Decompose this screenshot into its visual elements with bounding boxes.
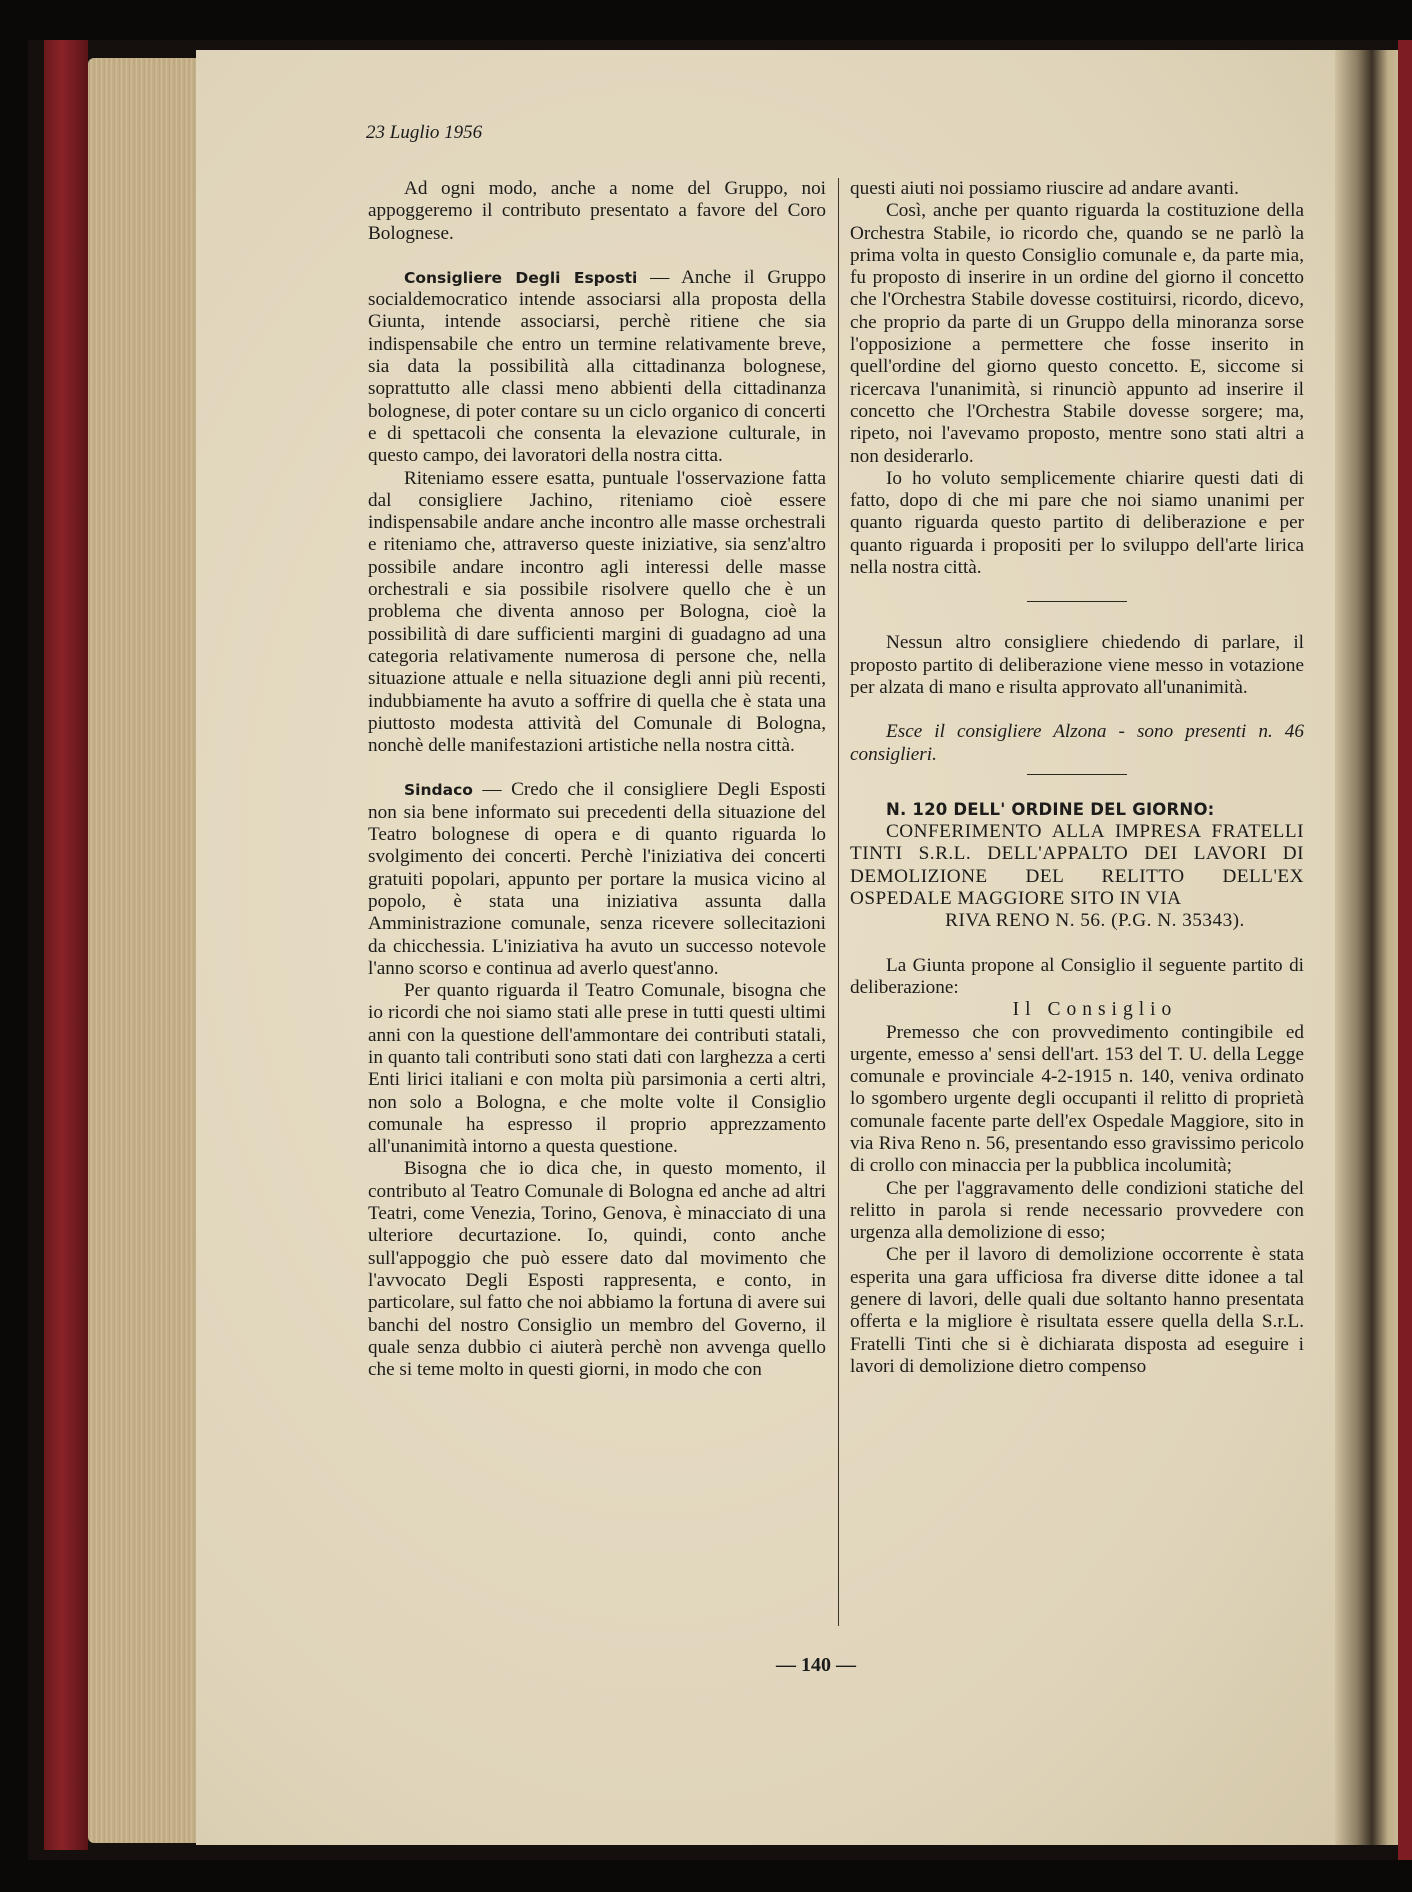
page-header-date: 23 Luglio 1956: [366, 122, 483, 143]
page-number: — 140 —: [776, 1654, 856, 1676]
deliberation-title: [850, 821, 1304, 932]
consiglio-heading: Il Consiglio: [1012, 999, 1178, 1021]
book-cover-right: [1398, 40, 1412, 1860]
paragraph: Riteniamo essere esatta, puntuale l'osservazione fatta dal consigliere Jachino, riteniamo cioè essere indispensabile andare anche incontro alle masse orchestrali e riteniamo che, attraverso queste iniziative, sia senz'altro possibile andare incontro agli interessi delle masse orchestrali e sia possibile risolvere quello che è un problema che diventa annoso per Bologna, cioè la possibilità di dare sufficienti margini di guadagno ad una categoria relativamente numerosa di persone che, nella situazione attuale e nella situazione degli anni più recenti, indubbiamente ha avuto a soffrire di quella che è stata una piuttosto modesta attività del Comunale di Bologna, nonchè delle manifestazioni artistiche nella nostra città.: [368, 467, 826, 757]
separator-rule: [1027, 601, 1127, 602]
paragraph: Premesso che con provvedimento contingibile ed urgente, emesso a' sensi dell'art. 153 del T. U. della Legge comunale e provinciale 4-2-1915 n. 140, veniva ordinato lo sgombero urgente degli occupanti il relitto di proprietà comunale facente parte dell'ex Ospedale Maggiore, sito in via Riva Reno n. 56, presentando esso gravissimo pericolo di crollo con minaccia per la pubblica incolumità;: [850, 1021, 1304, 1177]
book-gutter: [1335, 50, 1375, 1845]
agenda-item-title: N. 120 DELL' ORDINE DEL GIORNO:: [886, 799, 1215, 819]
speech-paragraph: [368, 779, 826, 980]
paragraph: Bisogna che io dica che, in questo momento, il contributo al Teatro Comunale di Bologna ed anche ad altri Teatri, come Venezia, Torino, Genova, è minacciato di una ulteriore decurtazione. Io, quindi, conto anche sull'appoggio che può essere dato dal movimento che l'avvocato Degli Esposti rappresenta, e conto, in particolare, sul fatto che noi abbiamo la fortuna di avere sui banchi del nostro Consiglio un membro del Governo, il quale senza dubbio ci aiuterà perchè non avvenga quello che si teme molto in questi giorni, in modo che con: [368, 1158, 826, 1381]
vote-paragraph: Nessun altro consigliere chiedendo di parlare, il proposto partito di deliberazione viene messo in votazione per alzata di mano e risulta approvato all'unanimità.: [850, 632, 1304, 698]
paragraph: Ad ogni modo, anche a nome del Gruppo, noi appoggeremo il contributo presentato a favore del Coro Bolognese.: [368, 178, 826, 244]
paragraph: Così, anche per quanto riguarda la costituzione della Orchestra Stabile, io ricordo che, quando se ne parlò la prima volta in questo Consiglio comunale e, da parte mia, fu proposto di inserire in un ordine del giorno il concetto che l'Orchestra Stabile dovesse costituirsi, ricordo, dicevo, che proprio da parte di un Gruppo della minoranza sorse l'opposizione a permettere che fosse inserito in quell'ordine del giorno questo concetto. E, siccome si ricercava l'unanimità, si rinunciò appunto ad inserire il concetto che l'Orchestra Stabile dovesse sorgere; ma, ripeto, noi l'avevamo proposto, mentre sono stati altri a non desiderarlo.: [850, 200, 1304, 467]
paragraph: Che per il lavoro di demolizione occorrente è stata esperita una gara ufficiosa fra diverse ditte idonee a tal genere di lavori, delle quali due soltanto hanno presentata offerta e la migliore è risultata essere quella della S.r.L. Fratelli Tinti che si è dichiarata disposta ad eseguire i lavori di demolizione dietro compenso: [850, 1244, 1304, 1377]
page-edges: [88, 58, 196, 1843]
column-divider: [838, 178, 839, 1626]
paragraph: Io ho voluto semplicemente chiarire questi dati di fatto, dopo di che mi pare che noi siamo unanimi per quanto riguarda questo partito di deliberazione e per quanto riguarda i propositi per lo sviluppo dell'arte lirica nella nostra città.: [850, 467, 1304, 579]
speaker-name: Sindaco: [404, 781, 473, 800]
speech-text: — Anche il Gruppo socialdemocratico intende associarsi alla proposta della Giunta, intende associarsi, perchè ritiene che sia indispensabile che entro un termine relativamente breve, sia data la possibilità alla cittadinanza bolognese, soprattutto alle classi meno abbienti della cittadinanza bolognese, di poter contare su un ciclo organico di concerti e di spettacoli che consenta la elevazione culturale, in questo campo, dei lavoratori della nostra citta.: [368, 266, 826, 467]
giunta-paragraph: La Giunta propone al Consiglio il seguente partito di deliberazione:: [850, 954, 1304, 998]
right-column: [850, 178, 1304, 1378]
exit-note: Esce il consigliere Alzona - sono presenti n. 46 consiglieri.: [850, 721, 1304, 765]
speaker-name: Consigliere Degli Esposti: [404, 268, 638, 287]
speech-text: — Credo che il consigliere Degli Esposti non sia bene informato sui precedenti della situazione del Teatro bolognese di opera e di quanto riguarda lo svolgimento dei concerti. Perchè l'iniziativa dei concerti gratuiti popolari, appunto per portare la musica vicino al popolo, è stata una iniziativa assunta dalla Amministrazione comunale, senza ricevere sollecitazioni da chicchessia. L'iniziativa ha avuto un successo notevole l'anno scorso e continua ad averlo quest'anno.: [368, 779, 826, 979]
speech-paragraph: [368, 267, 826, 468]
deliberation-title-last: RIVA RENO N. 56. (P.G. N. 35343).: [945, 910, 1245, 932]
separator-rule: [1027, 774, 1127, 775]
continuation-paragraph: questi aiuti noi possiamo riuscire ad andare avanti.: [850, 178, 1239, 199]
book-cover-left: [44, 40, 88, 1850]
paragraph: Che per l'aggravamento delle condizioni statiche del relitto in parola si rende necessario provvedere con urgenza alla demolizione di esso;: [850, 1177, 1304, 1244]
paragraph: Per quanto riguarda il Teatro Comunale, bisogna che io ricordi che noi siamo stati alle prese in tutti questi ultimi anni con la questione dell'ammontare dei contributi statali, in quanto tali contributi sono stati dati con larghezza a certi Enti lirici italiani e con molta più parsimonia a certi altri, non solo a Bologna, e che molte volte il Consiglio comunale ha espresso il proprio apprezzamento all'unanimità intorno a questa questione.: [368, 980, 826, 1158]
deliberation-title-main: CONFERIMENTO ALLA IMPRESA FRATELLI TINTI S.R.L. DELL'APPALTO DEI LAVORI DI DEMOLIZIONE DEL RELITTO DELL'EX OSPEDALE MAGGIORE SITO IN VIA: [850, 821, 1304, 910]
left-column: [368, 178, 826, 1381]
